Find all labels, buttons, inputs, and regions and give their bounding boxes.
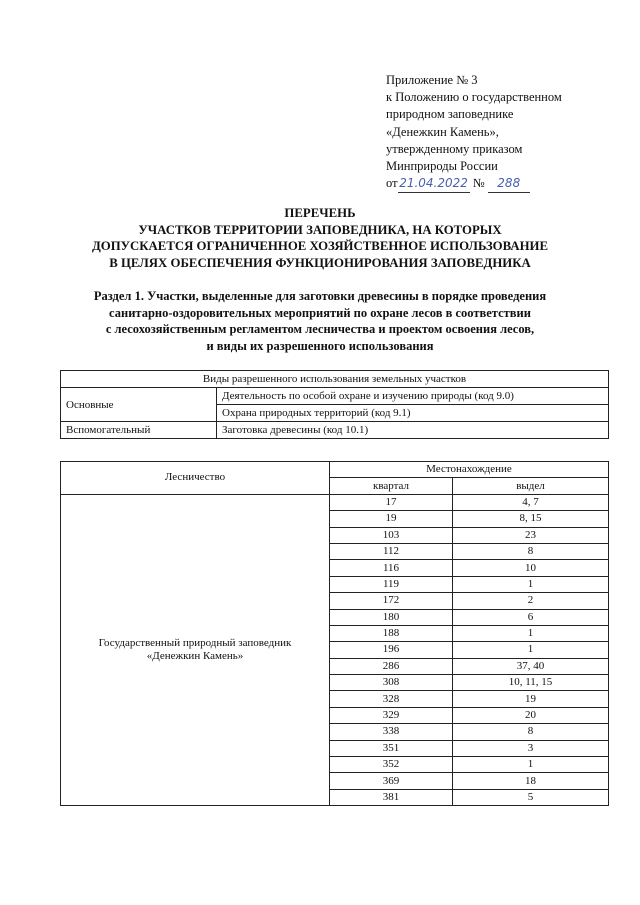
main-uses-label: Основные <box>61 388 217 422</box>
quarter-cell: 116 <box>330 560 453 576</box>
appendix-line: Приложение № 3 <box>386 73 478 87</box>
section-cell: 1 <box>453 625 609 641</box>
permitted-uses-table <box>60 370 609 439</box>
section-column-header: выдел <box>453 478 609 494</box>
aux-use-label: Вспомогательный <box>61 422 217 439</box>
table-row <box>61 422 609 439</box>
table-row <box>61 371 609 388</box>
table-row <box>61 388 609 405</box>
date-prefix: от <box>386 176 398 191</box>
uses-header: Виды разрешенного использования земельных участков <box>61 371 609 388</box>
document-title <box>0 205 640 271</box>
section-cell: 37, 40 <box>453 658 609 674</box>
appendix-date-line <box>386 175 562 193</box>
section-cell: 10 <box>453 560 609 576</box>
quarter-cell: 112 <box>330 543 453 559</box>
forestry-name-line: Государственный природный заповедник <box>98 636 292 649</box>
quarter-cell: 180 <box>330 609 453 625</box>
appendix-line: утвержденному приказом <box>386 141 523 156</box>
quarter-cell: 352 <box>330 757 453 773</box>
location-column-header: Местонахождение <box>330 462 609 478</box>
section-cell: 8 <box>453 543 609 559</box>
section-line: санитарно-оздоровительных мероприятий по охране лесов в соответствии <box>109 305 531 320</box>
section-cell: 10, 11, 15 <box>453 675 609 691</box>
quarter-cell: 338 <box>330 724 453 740</box>
section-cell: 20 <box>453 707 609 723</box>
title-line: ДОПУСКАЕТСЯ ОГРАНИЧЕННОЕ ХОЗЯЙСТВЕННОЕ ИСПОЛЬЗОВАНИЕ <box>91 239 549 253</box>
section-line: Раздел 1. Участки, выделенные для заготовки древесины в порядке проведения <box>93 289 547 303</box>
title-line: ПЕРЕЧЕНЬ <box>284 206 356 220</box>
forestry-name-line: «Денежкин Камень» <box>146 649 244 662</box>
table-row <box>61 462 609 478</box>
quarter-cell: 17 <box>330 494 453 510</box>
appendix-block <box>386 72 562 193</box>
quarter-cell: 329 <box>330 707 453 723</box>
appendix-line: Минприроды России <box>386 159 498 174</box>
quarter-cell: 351 <box>330 740 453 756</box>
section-cell: 1 <box>453 757 609 773</box>
quarter-cell: 172 <box>330 593 453 609</box>
forestry-column-header: Лесничество <box>61 462 330 495</box>
table-row <box>61 494 609 510</box>
section-line: и виды их разрешенного использования <box>206 338 434 353</box>
title-line: УЧАСТКОВ ТЕРРИТОРИИ ЗАПОВЕДНИКА, НА КОТОРЫХ <box>138 222 502 237</box>
aux-use-item: Заготовка древесины (код 10.1) <box>217 422 609 439</box>
quarter-cell: 19 <box>330 511 453 527</box>
section-cell: 1 <box>453 576 609 592</box>
quarter-cell: 188 <box>330 625 453 641</box>
handwritten-number: 288 <box>488 175 530 193</box>
appendix-line: природном заповеднике <box>386 107 514 122</box>
location-table <box>60 461 609 806</box>
quarter-cell: 286 <box>330 658 453 674</box>
appendix-line: к Положению о государственном <box>386 90 562 105</box>
quarter-cell: 103 <box>330 527 453 543</box>
section-cell: 3 <box>453 740 609 756</box>
section-cell: 4, 7 <box>453 494 609 510</box>
section-cell: 1 <box>453 642 609 658</box>
forestry-name <box>61 494 330 805</box>
section-cell: 19 <box>453 691 609 707</box>
section-cell: 8 <box>453 724 609 740</box>
quarter-cell: 196 <box>330 642 453 658</box>
quarter-cell: 369 <box>330 773 453 789</box>
section-line: с лесохозяйственным регламентом лесничества и проектом освоения лесов, <box>105 322 535 337</box>
main-use-item: Охрана природных территорий (код 9.1) <box>217 405 609 422</box>
section-heading <box>0 288 640 354</box>
appendix-line: «Денежкин Камень», <box>386 124 499 139</box>
quarter-column-header: квартал <box>330 478 453 494</box>
quarter-cell: 328 <box>330 691 453 707</box>
handwritten-date: 21.04.2022 <box>398 175 470 193</box>
number-label: № <box>472 176 485 191</box>
quarter-cell: 308 <box>330 675 453 691</box>
section-cell: 5 <box>453 789 609 805</box>
quarter-cell: 119 <box>330 576 453 592</box>
quarter-cell: 381 <box>330 789 453 805</box>
section-cell: 8, 15 <box>453 511 609 527</box>
section-cell: 18 <box>453 773 609 789</box>
title-line: В ЦЕЛЯХ ОБЕСПЕЧЕНИЯ ФУНКЦИОНИРОВАНИЯ ЗАПОВЕДНИКА <box>109 255 531 270</box>
section-cell: 6 <box>453 609 609 625</box>
section-cell: 2 <box>453 593 609 609</box>
section-cell: 23 <box>453 527 609 543</box>
main-use-item: Деятельность по особой охране и изучению природы (код 9.0) <box>217 388 609 405</box>
